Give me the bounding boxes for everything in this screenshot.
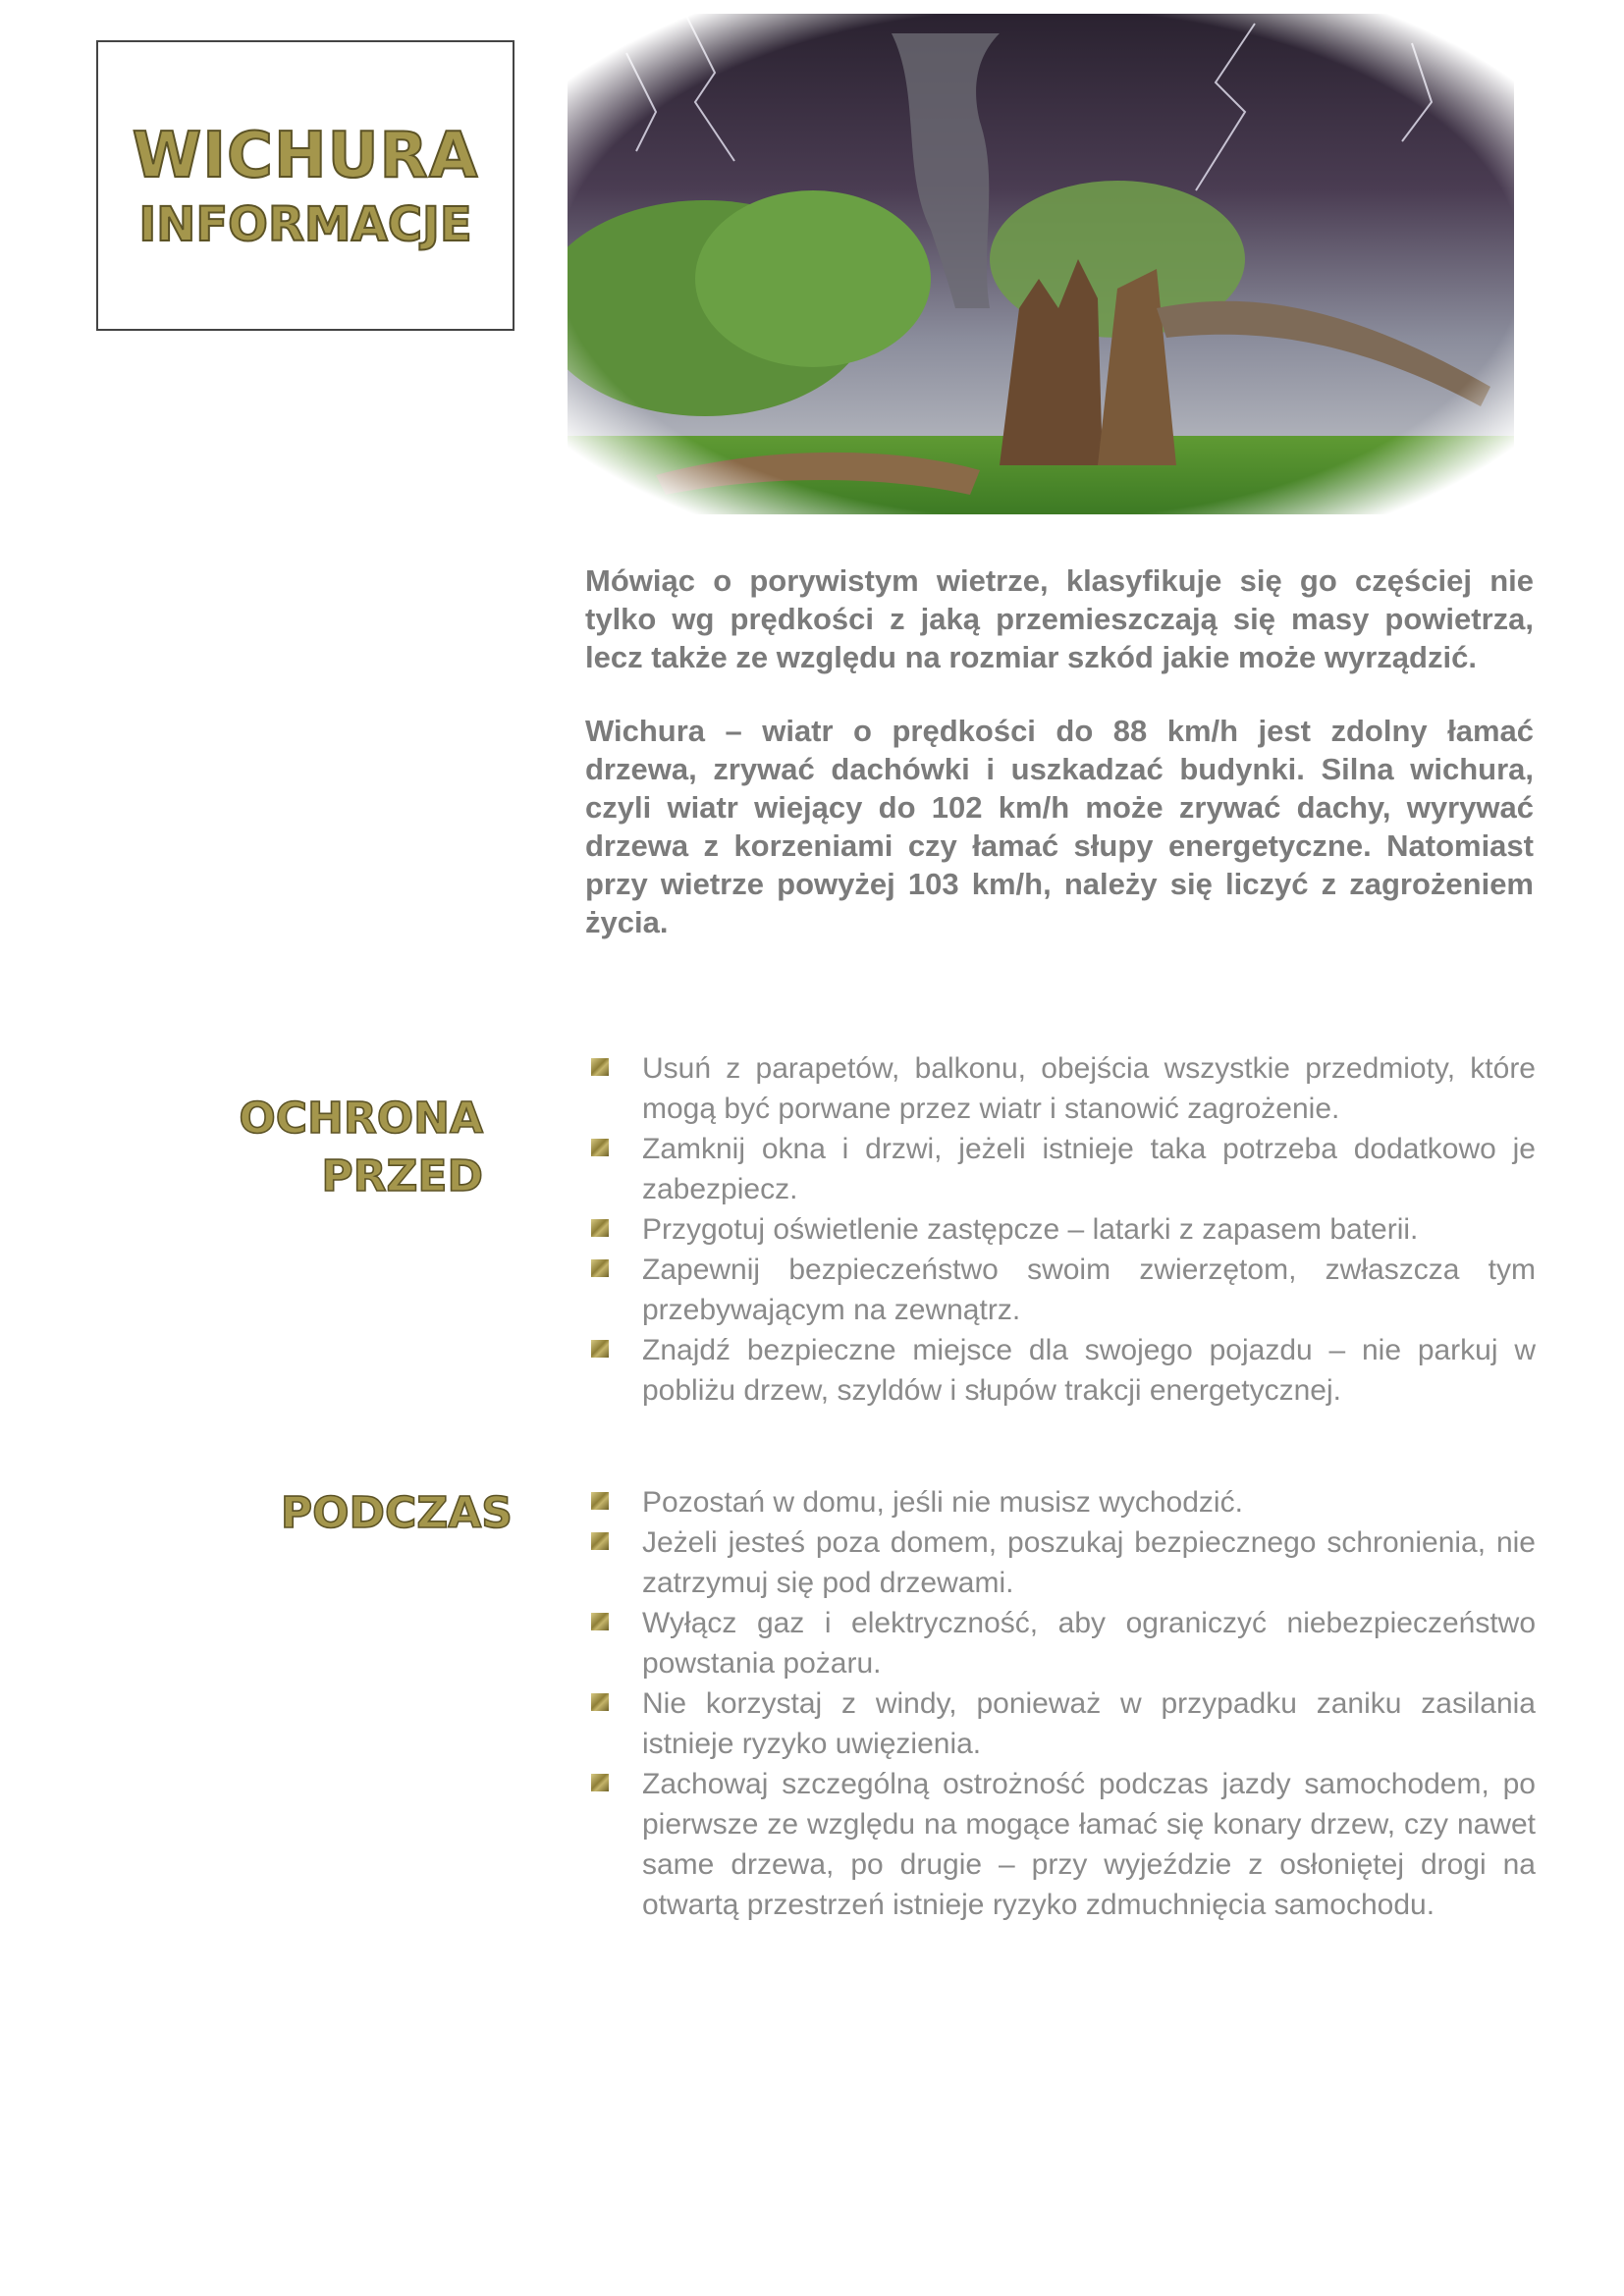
document-title: WICHURA	[132, 120, 479, 192]
square-bullet-icon	[591, 1613, 609, 1630]
section-heading-during: PODCZAS	[280, 1488, 513, 1538]
list-item	[587, 1683, 1536, 1764]
list-item-text: Przygotuj oświetlenie zastępcze – latarki z zapasem baterii.	[642, 1213, 1419, 1246]
list-item-text: Jeżeli jesteś poza domem, poszukaj bezpiecznego schronienia, nie zatrzymuj się pod drzewami.	[642, 1526, 1536, 1599]
list-item	[587, 1522, 1536, 1603]
before-list	[587, 1048, 1536, 1411]
square-bullet-icon	[591, 1774, 609, 1791]
list-item	[587, 1048, 1536, 1129]
square-bullet-icon	[591, 1219, 609, 1237]
during-list	[587, 1482, 1536, 1925]
list-item	[587, 1250, 1536, 1330]
list-item-text: Zapewnij bezpieczeństwo swoim zwierzętom, zwłaszcza tym przebywającym na zewnątrz.	[642, 1254, 1536, 1326]
list-item	[587, 1129, 1536, 1209]
list-item	[587, 1603, 1536, 1683]
square-bullet-icon	[591, 1693, 609, 1711]
document-subtitle: INFORMACJE	[138, 197, 472, 252]
list-item	[587, 1482, 1536, 1522]
square-bullet-icon	[591, 1058, 609, 1076]
list-item-text: Znajdź bezpieczne miejsce dla swojego pojazdu – nie parkuj w pobliżu drzew, szyldów i słupów trakcji energetycznej.	[642, 1334, 1536, 1407]
square-bullet-icon	[591, 1259, 609, 1277]
intro-paragraph: Wichura – wiatr o prędkości do 88 km/h jest zdolny łamać drzewa, zrywać dachówki i uszkadzać budynki. Silna wichura, czyli wiatr wiejący do 102 km/h może zrywać dachy, wyrywać drzewa z korzeniami czy łamać słupy energetyczne. Natomiast przy wietrze powyżej 103 km/h, należy się liczyć z zagrożeniem życia.	[585, 714, 1534, 939]
list-item-text: Usuń z parapetów, balkonu, obejścia wszystkie przedmioty, które mogą być porwane przez wiatr i stanowić zagrożenie.	[642, 1052, 1536, 1125]
intro-text	[585, 561, 1534, 977]
list-item-text: Zamknij okna i drzwi, jeżeli istnieje taka potrzeba dodatkowo je zabezpiecz.	[642, 1133, 1536, 1205]
heading-line: OCHRONA	[239, 1094, 483, 1144]
list-item-text: Pozostań w domu, jeśli nie musisz wychodzić.	[642, 1486, 1243, 1519]
square-bullet-icon	[591, 1340, 609, 1358]
title-box	[96, 40, 514, 331]
square-bullet-icon	[591, 1139, 609, 1156]
list-item	[587, 1330, 1536, 1411]
list-item-text: Wyłącz gaz i elektryczność, aby ograniczyć niebezpieczeństwo powstania pożaru.	[642, 1607, 1536, 1680]
square-bullet-icon	[591, 1532, 609, 1550]
list-item-text: Zachowaj szczególną ostrożność podczas jazdy samochodem, po pierwsze ze względu na mogące łamać się konary drzew, czy nawet same drzewa, po drugie – przy wyjeździe z osłoniętej drogi na otwartą przestrzeń istnieje ryzyko zdmuchnięcia samochodu.	[642, 1768, 1536, 1921]
list-item	[587, 1764, 1536, 1925]
intro-paragraph: Mówiąc o porywistym wietrze, klasyfikuje się go częściej nie tylko wg prędkości z jaką przemieszczają się masy powietrza, lecz także ze względu na rozmiar szkód jakie może wyrządzić.	[585, 563, 1534, 674]
storm-tree-image	[568, 14, 1514, 514]
list-item	[587, 1209, 1536, 1250]
list-item-text: Nie korzystaj z windy, ponieważ w przypadku zaniku zasilania istnieje ryzyko uwięzienia.	[642, 1687, 1536, 1760]
square-bullet-icon	[591, 1492, 609, 1510]
section-heading-before	[232, 1090, 483, 1205]
heading-line: PRZED	[321, 1151, 483, 1201]
